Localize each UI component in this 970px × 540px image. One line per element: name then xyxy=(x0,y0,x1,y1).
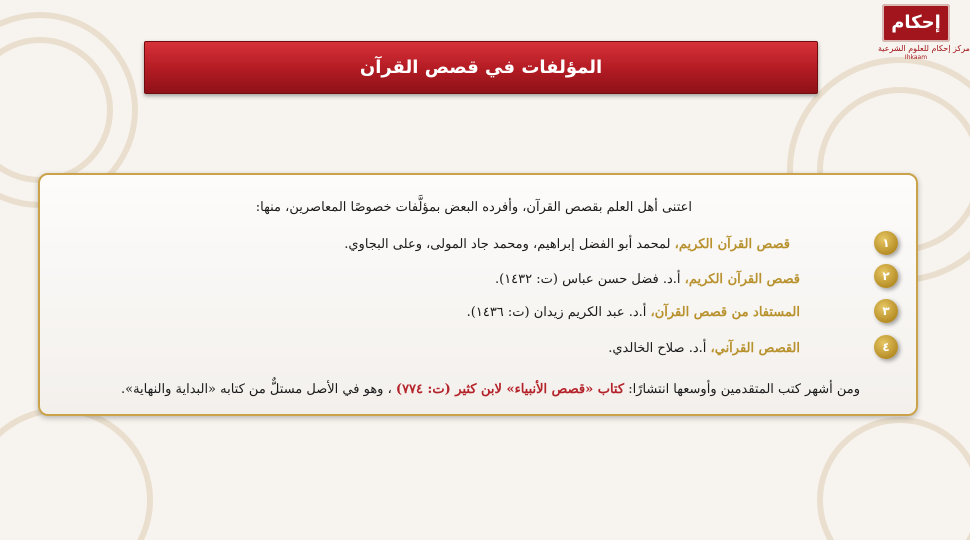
page-title: المؤلفات في قصص القرآن xyxy=(359,57,603,78)
book-author: أ.د. صلاح الخالدي. xyxy=(608,341,711,356)
book-author: لمحمد أبو الفضل إبراهيم، ومحمد جاد المولى، وعلى البجاوي. xyxy=(344,237,675,252)
footer-lead: ومن أشهر كتب المتقدمين وأوسعها انتشارًا: xyxy=(624,382,860,397)
footer-text xyxy=(121,381,860,399)
list-item xyxy=(495,271,800,289)
number-badge: ٣ xyxy=(874,299,898,323)
logo-mark: إحكام xyxy=(882,4,950,42)
book-title: قصص القرآن الكريم، xyxy=(684,272,800,287)
logo-subtitle: مركز إحكام للعلوم الشرعية xyxy=(878,44,970,53)
book-author: أ.د. عبد الكريم زيدان (ت: ١٤٣٦). xyxy=(466,305,651,320)
number-badge: ٤ xyxy=(874,335,898,359)
book-title: قصص القرآن الكريم، xyxy=(674,237,790,252)
list-item xyxy=(467,304,800,322)
number-badge: ١ xyxy=(874,231,898,255)
intro-text: اعتنى أهل العلم بقصص القرآن، وأفرده البعض بمؤلَّفات خصوصًا المعاصرين، منها: xyxy=(255,200,692,215)
title-banner xyxy=(144,41,818,94)
number-badge: ٢ xyxy=(874,264,898,288)
list-item xyxy=(608,340,800,358)
footer-highlight: كتاب «قصص الأنبياء» لابن كثير (ت: ٧٧٤) xyxy=(395,382,625,397)
logo-latin: Ihkaam xyxy=(904,54,928,61)
footer-tail: ، وهو في الأصل مستلٌّ من كتابه «البداية والنهاية». xyxy=(121,382,396,397)
book-author: أ.د. فضل حسن عباس (ت: ١٤٣٢). xyxy=(494,272,685,287)
book-title: القصص القرآني، xyxy=(710,341,800,356)
brand-logo xyxy=(878,4,970,66)
list-item xyxy=(344,236,790,254)
book-title: المستفاد من قصص القرآن، xyxy=(650,305,800,320)
content-panel xyxy=(38,173,918,416)
